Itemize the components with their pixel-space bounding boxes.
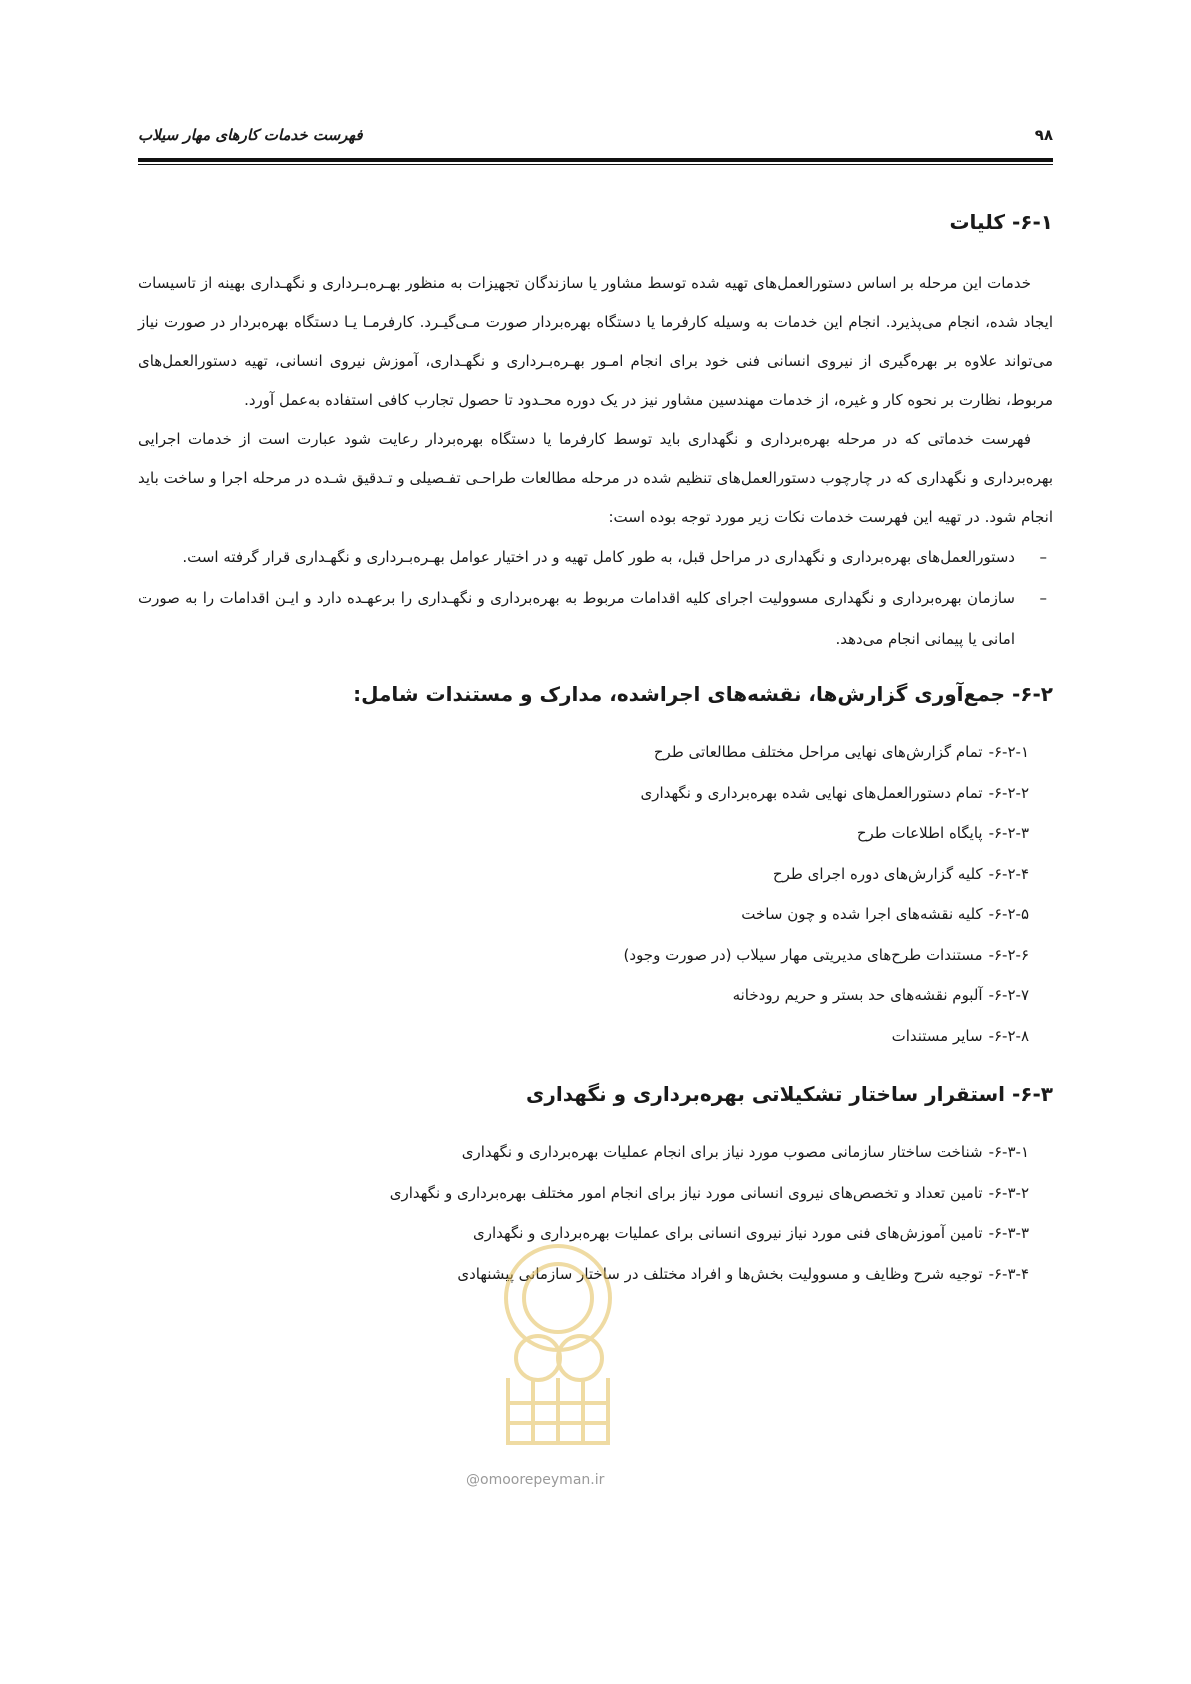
page-number: ۹۸ bbox=[1034, 126, 1053, 144]
item-number: ۶-۲-۴- bbox=[988, 864, 1029, 883]
list-item bbox=[138, 935, 1029, 976]
dash-marker: – bbox=[1039, 548, 1047, 566]
list-item bbox=[138, 1173, 1029, 1214]
dash-marker: – bbox=[1039, 589, 1047, 607]
bullet-item bbox=[138, 578, 1053, 660]
list-item bbox=[138, 813, 1029, 854]
header-rule-thin bbox=[138, 164, 1053, 165]
list-item bbox=[138, 773, 1029, 814]
list-item bbox=[138, 854, 1029, 895]
item-number: ۶-۲-۱- bbox=[988, 743, 1029, 761]
item-text: آلبوم نقشه‌های حد بستر و حریم رودخانه bbox=[732, 986, 983, 1004]
item-text: شناخت ساختار سازمانی مصوب مورد نیاز برای انجام عملیات بهره‌برداری و نگهداری bbox=[461, 1143, 983, 1161]
item-number: ۶-۲-۶- bbox=[988, 945, 1029, 964]
item-text: تمام دستورالعمل‌های نهایی شده بهره‌برداری و نگهداری bbox=[640, 783, 983, 802]
bullet-item bbox=[138, 537, 1053, 578]
item-number: ۶-۲-۳- bbox=[988, 824, 1029, 842]
section-heading-documents: ۶-۲- جمع‌آوری گزارش‌ها، نقشه‌های اجراشده، مدارک و مستندات شامل: bbox=[353, 682, 1053, 706]
item-number: ۶-۳-۱- bbox=[988, 1143, 1029, 1161]
page-header bbox=[138, 126, 1053, 150]
organization-list bbox=[138, 1132, 1053, 1294]
list-item bbox=[138, 1132, 1029, 1173]
item-number: ۶-۲-۵- bbox=[988, 905, 1029, 923]
item-text: تامین تعداد و تخصص‌های نیروی انسانی مورد نیاز برای انجام امور مختلف بهره‌برداری و نگهداری bbox=[389, 1183, 983, 1202]
paragraph-intro: خدمات این مرحله بر اساس دستورالعمل‌های تهیه شده توسط مشاور یا سازندگان تجهیزات به منظور بهـره‌بـرداری و نگهـداری بهینه از تاسیسات ایجاد شده، انجام می‌پذیرد. انجام این خدمات به وسیله کارفرما یا دستگاه بهره‌بردار صورت مـی‌گیـرد. کارفرمـا یـا دستگاه بهره‌بردار در صورت نیاز می‌تواند علاوه بر بهره‌گیری از نیروی انسانی فنی خود برای انجام امـور بهـره‌بـرداری و نگهـداری، آموزش نیروی انسانی، تهیه دستورالعمل‌های مربوط، نظارت بر نحوه کار و غیره، از خدمات مهندسین مشاور نیز در یک دوره محـدود تا حصول تجارب کافی استفاده به‌عمل آورد. bbox=[138, 274, 1053, 409]
bullet-list bbox=[138, 537, 1053, 660]
page-content bbox=[138, 210, 1053, 1294]
item-text: کلیه نقشه‌های اجرا شده و چون ساخت bbox=[741, 905, 983, 923]
list-item bbox=[138, 894, 1029, 935]
item-text: کلیه گزارش‌های دوره اجرای طرح bbox=[772, 864, 983, 883]
item-number: ۶-۲-۷- bbox=[988, 986, 1029, 1004]
watermark-site: @omoorepeyman.ir bbox=[466, 1472, 605, 1488]
bullet-text: سازمان بهره‌برداری و نگهداری مسوولیت اجرای کلیه اقدامات مربوط به بهره‌برداری و نگهـداری را برعهـده دارد و ایـن اقدامات را به صورت امانی یا پیمانی انجام می‌دهد. bbox=[138, 589, 1015, 648]
item-number: ۶-۳-۴- bbox=[988, 1264, 1029, 1283]
item-number: ۶-۳-۲- bbox=[988, 1183, 1029, 1202]
list-item bbox=[138, 975, 1029, 1016]
section-heading-general: ۶-۱- کلیات bbox=[949, 210, 1053, 234]
item-text: پایگاه اطلاعات طرح bbox=[856, 824, 983, 842]
running-title: فهرست خدمات کارهای مهار سیلاب bbox=[138, 126, 363, 144]
item-number: ۶-۲-۲- bbox=[988, 783, 1029, 802]
item-text: تمام گزارش‌های نهایی مراحل مختلف مطالعاتی طرح bbox=[653, 743, 983, 761]
section-heading-organization: ۶-۳- استقرار ساختار تشکیلاتی بهره‌برداری و نگهداری bbox=[526, 1082, 1053, 1106]
documents-list bbox=[138, 732, 1053, 1056]
item-number: ۶-۳-۳- bbox=[988, 1224, 1029, 1242]
item-text: تامین آموزش‌های فنی مورد نیاز نیروی انسانی برای عملیات بهره‌برداری و نگهداری bbox=[473, 1224, 983, 1242]
list-item bbox=[138, 1213, 1029, 1254]
header-rule-thick bbox=[138, 158, 1053, 162]
item-text: مستندات طرح‌های مدیریتی مهار سیلاب (در صورت وجود) bbox=[623, 945, 983, 964]
item-number: ۶-۲-۸- bbox=[988, 1026, 1029, 1045]
item-text: توجیه شرح وظایف و مسوولیت بخش‌ها و افراد مختلف در ساختار سازمانی پیشنهادی bbox=[457, 1264, 983, 1283]
list-item bbox=[138, 1016, 1029, 1057]
bullet-text: دستورالعمل‌های بهره‌برداری و نگهداری در مراحل قبل، به طور کامل تهیه و در اختیار عوامل بهـره‌بـرداری و نگهـداری قرار گرفته است. bbox=[182, 548, 1015, 566]
item-text: سایر مستندات bbox=[891, 1026, 983, 1045]
list-item bbox=[138, 1254, 1029, 1295]
paragraph-services: فهرست خدماتی که در مرحله بهره‌برداری و نگهداری باید توسط کارفرما یا دستگاه بهره‌بردار رعایت شود عبارت است از خدمات اجرایی بهره‌برداری و نگهداری که در چارچوب دستورالعمل‌های تنظیم شده در مرحله مطالعات طراحـی تفـصیلی و تـدقیق شـده در مرحله اجرا و ساخت باید انجام شود. در تهیه این فهرست خدمات نکات زیر مورد توجه بوده است: bbox=[138, 430, 1053, 526]
list-item bbox=[138, 732, 1029, 773]
